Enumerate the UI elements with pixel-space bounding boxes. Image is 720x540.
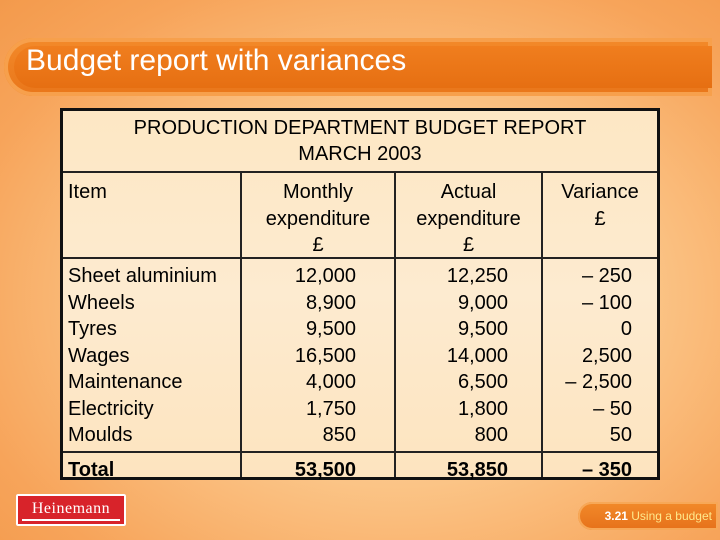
report-heading-line1: PRODUCTION DEPARTMENT BUDGET REPORT: [133, 117, 587, 139]
row-divider: [63, 451, 657, 453]
footer-section-tag: [578, 502, 718, 530]
table-cell: 9,500: [457, 318, 508, 340]
column-header-item: Item: [68, 181, 107, 203]
list-item: Electricity: [68, 397, 154, 420]
table-cell: 12,000: [294, 265, 356, 287]
table-cell: 4,000: [305, 371, 356, 393]
table-cell: 850: [322, 424, 356, 446]
list-item: Wages: [68, 344, 130, 367]
list-item: Tyres: [68, 318, 117, 340]
heinemann-logo: Heinemann: [16, 494, 126, 526]
variance-column: [543, 263, 632, 449]
table-cell: 2,500: [581, 344, 632, 367]
monthly-column: [242, 263, 356, 449]
table-cell: 1,750: [305, 397, 356, 420]
table-cell: – 100: [581, 291, 632, 314]
total-monthly: 53,500: [294, 459, 356, 481]
budget-report-table: [60, 108, 660, 480]
list-item: Moulds: [68, 424, 133, 446]
report-heading-line2: MARCH 2003: [298, 143, 422, 165]
table-cell: 16,500: [294, 344, 356, 367]
table-cell: 50: [609, 424, 632, 446]
table-cell: 9,000: [457, 291, 508, 314]
item-column: [68, 263, 217, 449]
slide-title: Budget report with variances: [26, 44, 407, 77]
table-cell: 12,250: [446, 265, 508, 287]
actual-column: [396, 263, 508, 449]
table-cell: 8,900: [305, 291, 356, 314]
table-cell: 0: [620, 318, 632, 340]
table-cell: 14,000: [446, 344, 508, 367]
table-cell: 9,500: [305, 318, 356, 340]
list-item: Maintenance: [68, 371, 183, 393]
total-actual: 53,850: [446, 459, 508, 481]
table-cell: – 50: [593, 397, 632, 420]
section-label: Using a budget: [631, 509, 712, 523]
list-item: Sheet aluminium: [68, 265, 217, 287]
report-heading: [63, 111, 657, 173]
column-header-monthly: Monthly expenditure £: [265, 181, 371, 256]
column-header-actual: Actual expenditure £: [416, 181, 521, 256]
total-variance: – 350: [581, 459, 632, 481]
column-header-variance: Variance £: [561, 181, 639, 230]
table-cell: 800: [474, 424, 508, 446]
slide-number: 3.21: [604, 509, 628, 523]
list-item: Wheels: [68, 291, 135, 314]
table-cell: – 2,500: [565, 371, 632, 393]
table-cell: – 250: [581, 265, 632, 287]
table-cell: 6,500: [457, 371, 508, 393]
total-label: Total: [68, 459, 115, 481]
table-cell: 1,800: [457, 397, 508, 420]
